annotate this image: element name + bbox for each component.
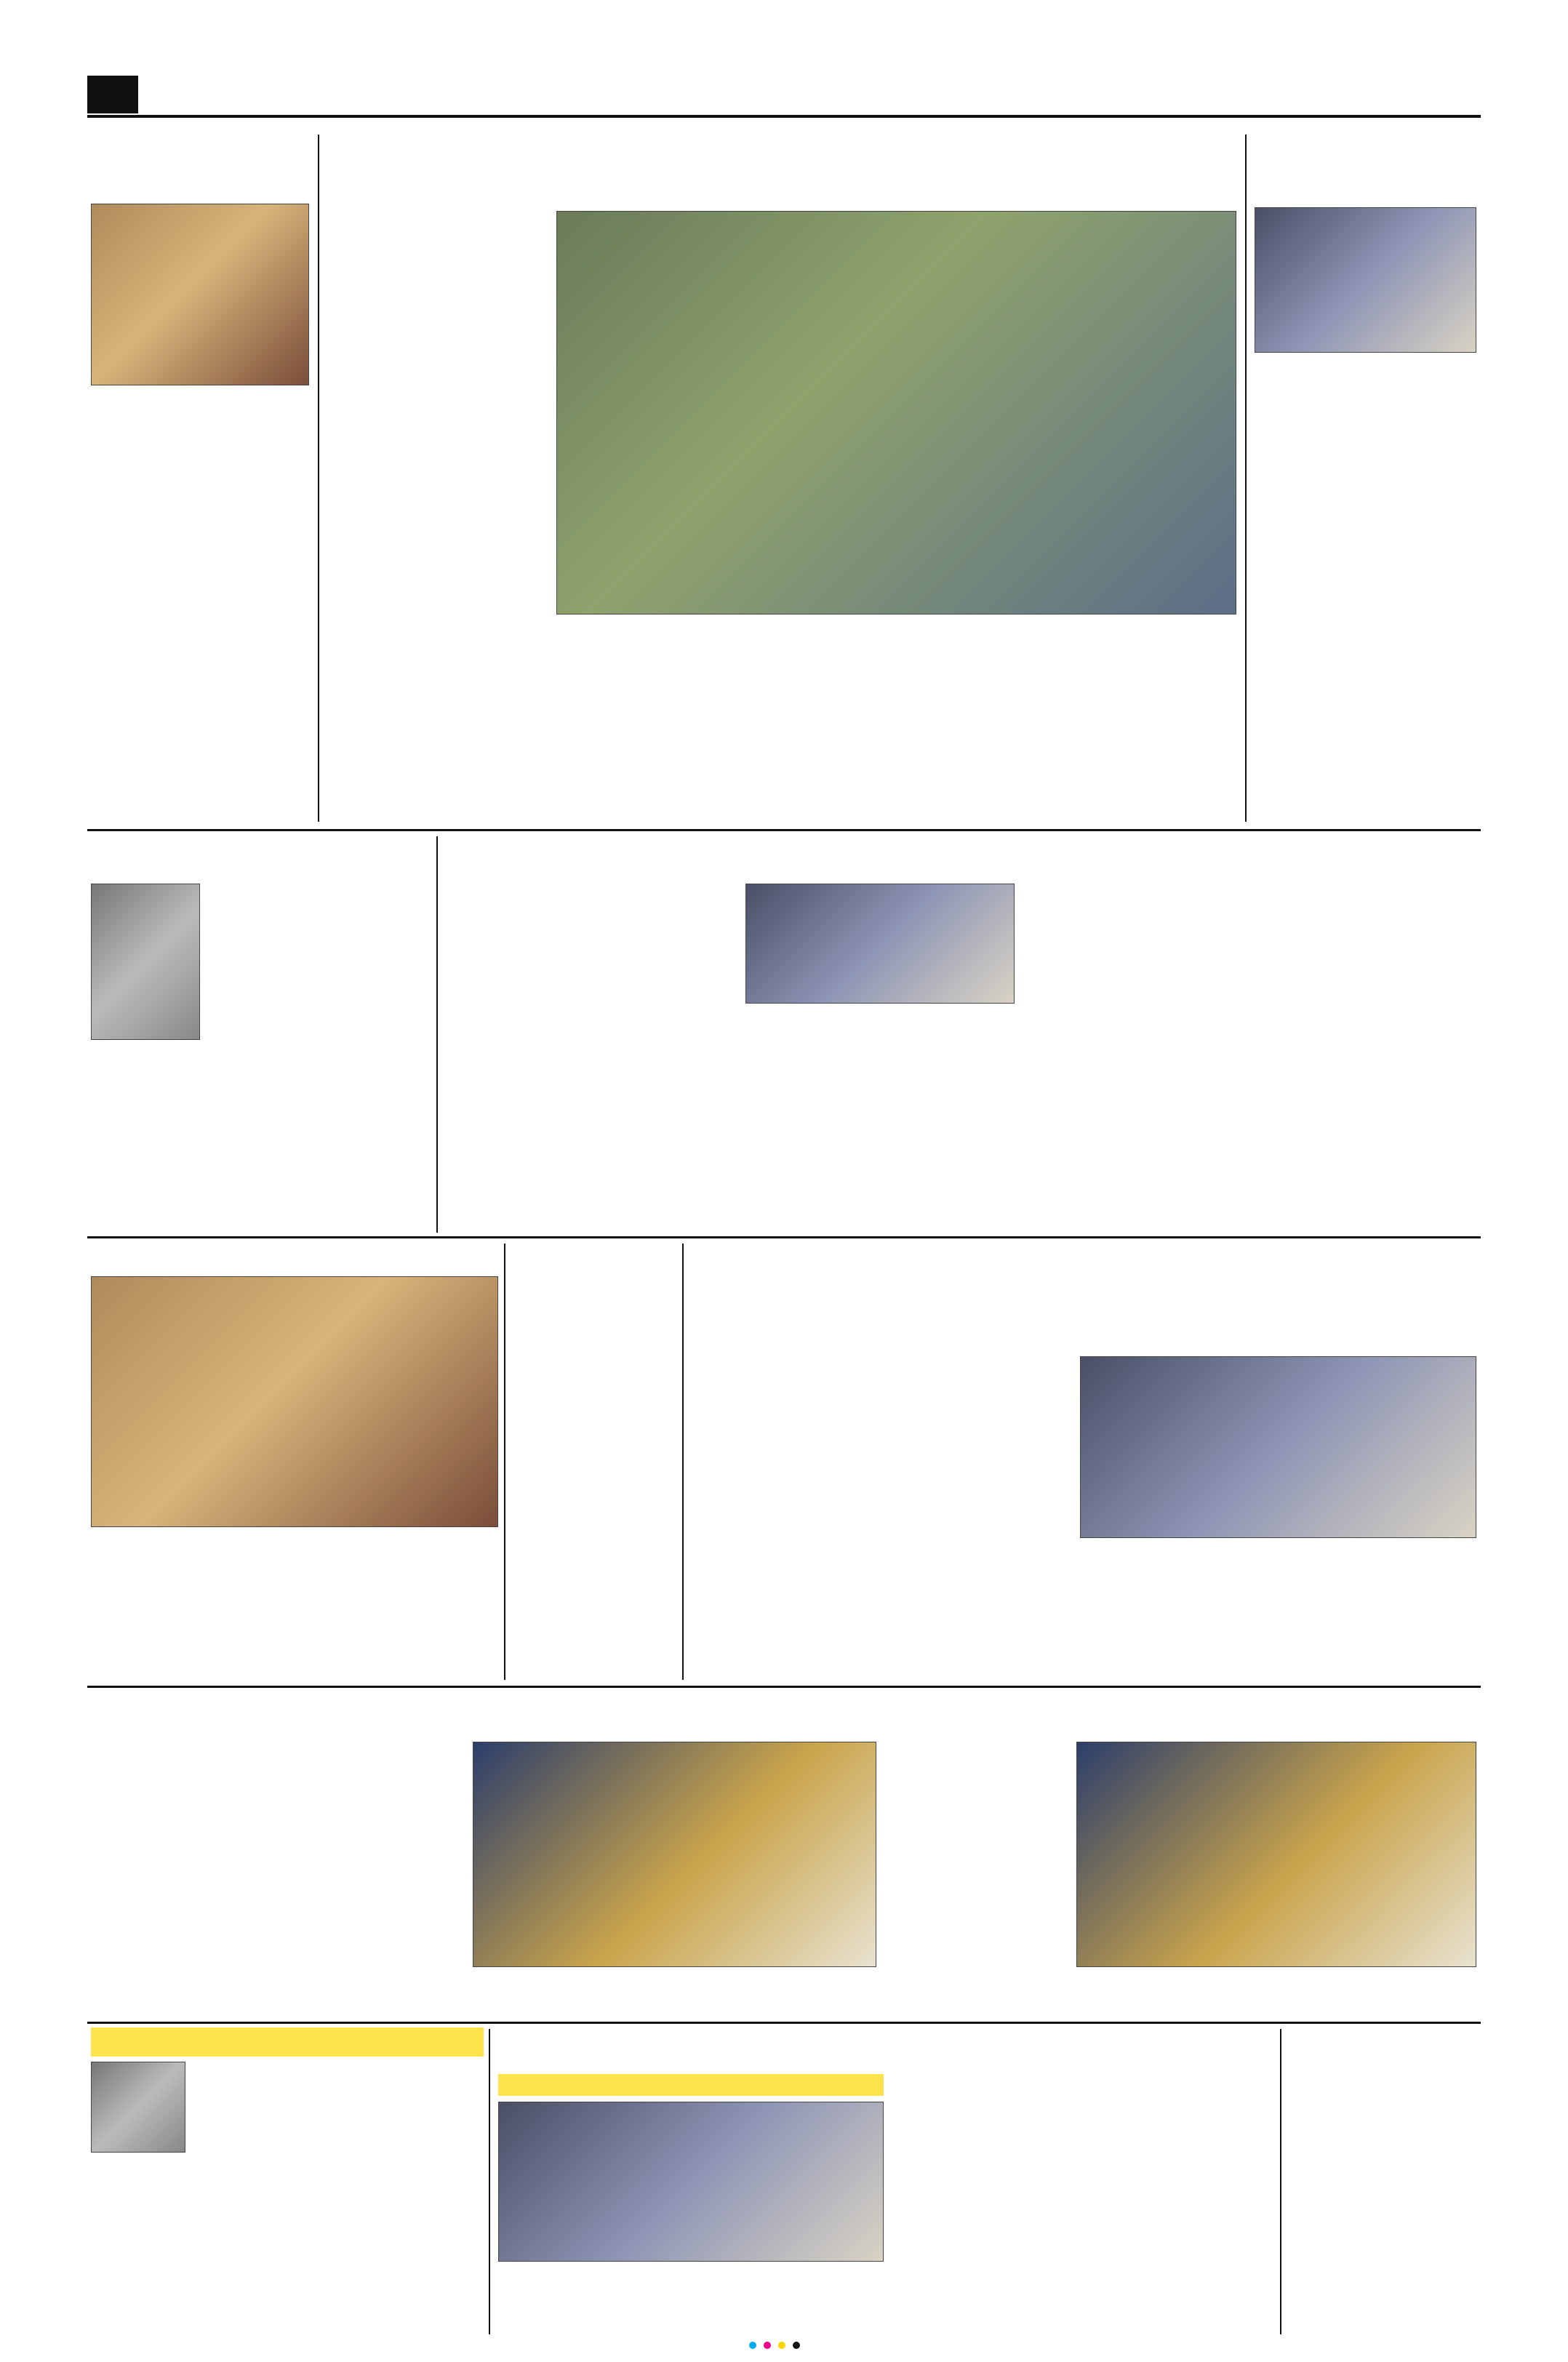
awards-photo [1076, 1742, 1476, 1967]
varadakshine-photo [91, 2062, 185, 2153]
ambedkar-statue-photo [1255, 207, 1476, 353]
mobile-books-body-2 [887, 1742, 1065, 2014]
seetarama-photo [91, 1276, 498, 1527]
column-rule [504, 1244, 505, 1680]
column-rule [1245, 135, 1247, 822]
ponnangalatamme-body-bottom [556, 651, 1236, 818]
mobile-books-photo [473, 1742, 876, 1967]
waqf-photo [745, 884, 1015, 1004]
row-rule [87, 1236, 1481, 1238]
ponnangalatamme-caption [556, 618, 1236, 647]
row-rule [87, 829, 1481, 831]
mobile-books-body [91, 1742, 462, 2014]
column-rule [318, 135, 319, 822]
ambedkar-protest-caption [1080, 1542, 1476, 1585]
ponnangalatamme-photo [556, 211, 1236, 614]
doctorate-photo [91, 884, 200, 1040]
registration-dot-magenta [764, 2342, 771, 2349]
varadakshine-body [193, 2062, 484, 2149]
column-rule [682, 1244, 684, 1680]
waqf-body-right [1025, 884, 1476, 1229]
ponnangalatamme-body-left [327, 211, 545, 749]
waqf-caption [745, 1007, 1015, 1040]
column-rule [436, 836, 438, 1233]
mobile-books-caption [473, 1971, 876, 2014]
registration-dot-black [793, 2342, 800, 2349]
seetarama-caption [91, 1531, 498, 1676]
ambedkar-memory-subhead-banner [498, 2074, 884, 2096]
row-rule [87, 1686, 1481, 1688]
ambedkar-protest-body-right [1080, 1589, 1476, 1676]
ambedkar-memory-body [891, 2076, 1273, 2331]
ambedkar-statue-caption [1255, 356, 1476, 465]
ambedkar-protest-body [691, 1356, 1069, 1676]
column-rule [1280, 2029, 1281, 2334]
mahaveer-body [1289, 2094, 1478, 2331]
row-rule [87, 2022, 1481, 2024]
ambedkar-protest-photo [1080, 1356, 1476, 1538]
awards-caption [1076, 1971, 1476, 2014]
ambedkar-memory-caption [498, 2265, 884, 2331]
registration-dot-yellow [778, 2342, 785, 2349]
gramasabha-body [509, 1331, 676, 1676]
waqf-body [444, 884, 735, 1229]
varadakshine-banner [91, 2027, 484, 2057]
hanuma-photo [91, 204, 309, 385]
registration-dot-cyan [749, 2342, 756, 2349]
doctorate-body [207, 884, 433, 1229]
column-rule [489, 2029, 490, 2334]
hanuma-body [91, 393, 309, 822]
page-header [87, 73, 1481, 118]
ambedkar-statue-body [1255, 473, 1476, 822]
page-number [87, 76, 138, 113]
ambedkar-memory-photo [498, 2102, 884, 2262]
